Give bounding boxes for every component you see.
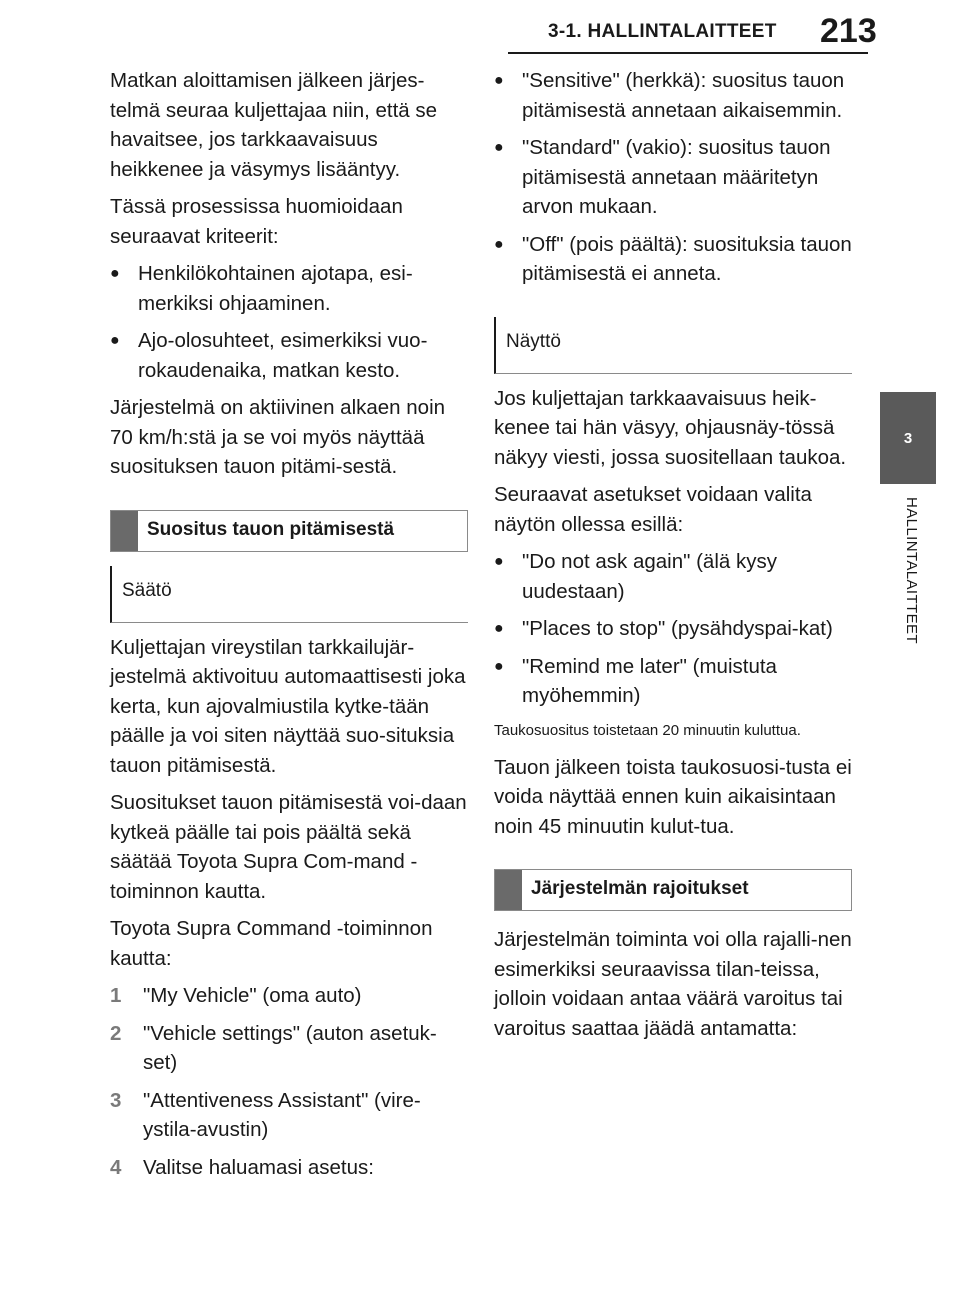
paragraph: Suositukset tauon pitämisestä voi-daan kytkeä päälle tai pois päältä sekä säätää Toyota Supra Com-mand -toiminnon kautta. <box>110 791 467 903</box>
step-number: 4 <box>110 1155 122 1179</box>
step-text: "My Vehicle" (oma auto) <box>143 984 362 1007</box>
step-text: Valitse haluamasi asetus: <box>143 1155 374 1179</box>
step-item <box>110 981 468 1011</box>
left-column <box>110 66 468 1190</box>
subsection-heading: Näyttö <box>506 330 561 352</box>
step-text: "Attentiveness Assistant" (vire-ystila-avustin) <box>143 1088 421 1141</box>
section-heading-bar <box>495 870 522 910</box>
step-item <box>110 1019 468 1078</box>
paragraph: Jos kuljettajan tarkkaavaisuus heik-kenee tai hän väsyy, ohjausnäy-tössä näkyy viesti, jossa suositellaan taukoa. <box>494 386 847 469</box>
note: Taukosuositus toistetaan 20 minuutin kuluttua. <box>494 721 801 739</box>
paragraph: Matkan aloittamisen jälkeen järjes-telmä seuraa kuljettajaa niin, että se havaitsee, jos tarkkaavaisuus heikkenee ja väsymys lisääntyy. <box>110 69 438 181</box>
bullet-icon: ● <box>110 332 120 349</box>
paragraph: Tässä prosessissa huomioidaan seuraavat kriteerit: <box>110 195 403 248</box>
section-heading-box <box>494 869 852 911</box>
section-heading: Suositus tauon pitämisestä <box>147 518 395 540</box>
subsection-heading: Säätö <box>122 579 172 601</box>
list-item: ● "Remind me later" (muistuta myöhemmin) <box>494 652 852 711</box>
right-column <box>494 66 852 1051</box>
bullet-icon: ● <box>494 235 504 253</box>
bullet-icon: ● <box>494 72 504 89</box>
paragraph: Seuraavat asetukset voidaan valita näytön ollessa esillä: <box>494 483 812 536</box>
page-number: 213 <box>820 12 877 50</box>
header-divider <box>508 52 868 54</box>
bullet-icon: ● <box>110 265 120 282</box>
bullet-icon: ● <box>494 553 504 570</box>
list-item: ● "Do not ask again" (älä kysy uudestaan) <box>494 547 852 606</box>
bullet-icon: ● <box>494 620 504 637</box>
list-item: ● "Places to stop" (pysähdyspai-kat) <box>494 614 852 644</box>
paragraph: Tauon jälkeen toista taukosuosi-tusta ei voida näyttää ennen kuin aikaisintaan noin 45 minuutin kulut-tua. <box>494 755 852 838</box>
chapter-tab-number: 3 <box>903 429 913 447</box>
chapter-tab-label: HALLINTALAITTEET <box>903 497 920 644</box>
section-header: 3-1. HALLINTALAITTEET <box>548 21 777 42</box>
step-number: 3 <box>110 1088 122 1112</box>
list-item: ● "Off" (pois päältä): suosituksia tauon pitämisestä ei anneta. <box>494 230 852 289</box>
subsection-heading-box <box>494 317 852 374</box>
section-heading-bar <box>111 511 138 551</box>
paragraph: Järjestelmän toiminta voi olla rajalli-nen esimerkiksi seuraavissa tilan-teissa, jolloin voidaan antaa väärä varoitus tai varoitus saattaa jäädä antamatta: <box>494 928 852 1040</box>
paragraph: Järjestelmä on aktiivinen alkaen noin 70 km/h:stä ja se voi myös näyttää suosituksen tauon pitämi-sestä. <box>110 396 446 478</box>
list-item: ● Ajo-olosuhteet, esimerkiksi vuo-rokaudenaika, matkan kesto. <box>110 326 468 385</box>
subsection-heading-box <box>110 566 468 623</box>
paragraph: Kuljettajan vireystilan tarkkailujär-jestelmä aktivoituu automaattisesti joka kerta, kun ajovalmiustila kytke-tään päälle ja voi siten näyttää suo-situksia tauon pitämisestä. <box>110 635 466 777</box>
section-heading-box <box>110 510 468 552</box>
list-item: ● "Sensitive" (herkkä): suositus tauon pitämisestä annetaan aikaisemmin. <box>494 66 852 125</box>
list-item: ● "Standard" (vakio): suositus tauon pitämisestä annetaan määritetyn arvon mukaan. <box>494 133 852 222</box>
step-number: 2 <box>110 1021 122 1045</box>
step-text: "Vehicle settings" (auton asetuk-set) <box>143 1021 437 1074</box>
chapter-tab[interactable] <box>880 392 936 484</box>
step-item <box>110 1153 468 1183</box>
paragraph: Toyota Supra Command -toiminnon kautta: <box>110 917 433 970</box>
step-item <box>110 1086 468 1145</box>
section-heading: Järjestelmän rajoitukset <box>531 878 749 899</box>
step-number: 1 <box>110 984 122 1007</box>
list-item: ● Henkilökohtainen ajotapa, esi-merkiksi ohjaaminen. <box>110 259 468 318</box>
bullet-icon: ● <box>494 657 504 675</box>
bullet-icon: ● <box>494 139 504 156</box>
